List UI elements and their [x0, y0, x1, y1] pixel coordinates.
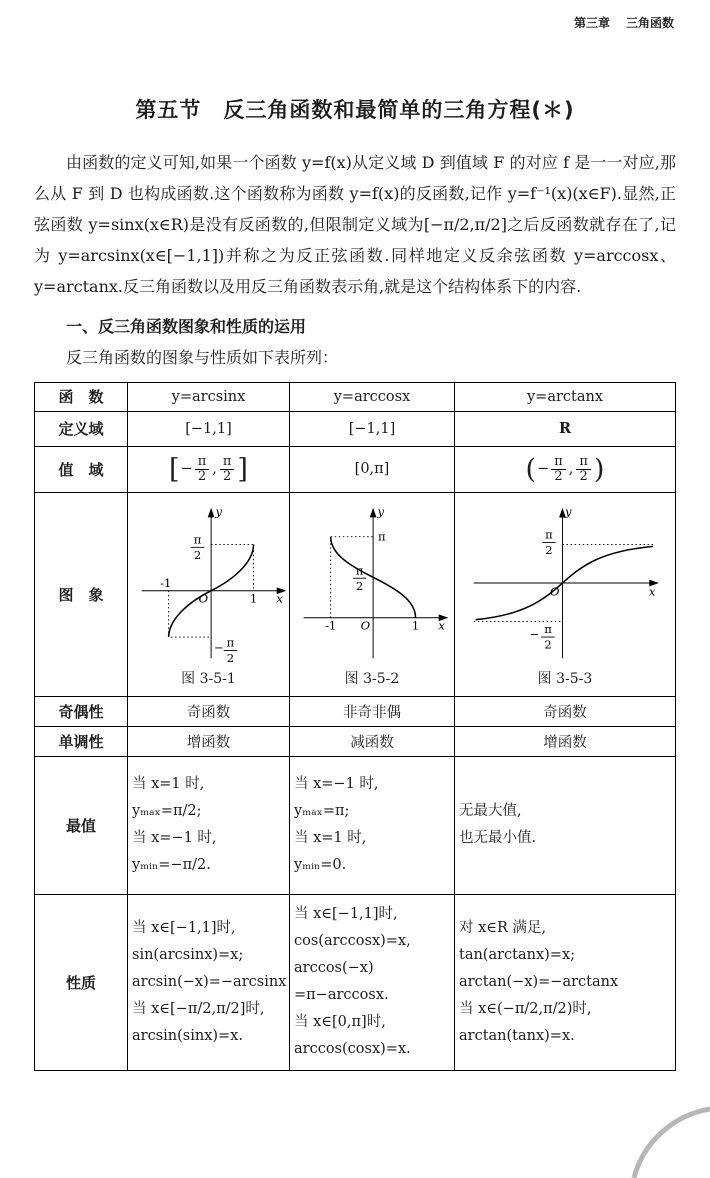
minus-sign: −: [180, 461, 193, 478]
graph-arctan-cell: [455, 492, 676, 696]
math-line: 当 x=1 时,: [294, 830, 367, 847]
row-label-extrema: 最值: [35, 756, 128, 894]
neg-pi-over-2-denominator: 2: [544, 637, 552, 652]
origin-label: O: [360, 618, 371, 633]
math-line: 当 x∈(−π/2,π/2)时,: [459, 1000, 592, 1017]
close-bracket: ]: [237, 453, 248, 485]
running-head-chapter: 第三章: [573, 16, 610, 30]
inverse-trig-table: [34, 382, 676, 1071]
page-title: 第五节 反三角函数和最简单的三角方程(＊): [135, 98, 575, 122]
pi-over-2-numerator: π: [355, 563, 364, 578]
subsection-heading: 一、反三角函数图象和性质的运用: [66, 317, 307, 337]
tick-minus-one: -1: [160, 576, 172, 591]
x-axis-label: x: [276, 591, 283, 606]
range-arctan: [455, 446, 676, 492]
row-label-parity: 奇偶性: [35, 696, 128, 726]
comma: ,: [568, 461, 574, 478]
intro-paragraph: 由函数的定义可知,如果一个函数 y=f(x)从定义域 D 到值域 F 的对应 f 是一一对应,那么从 F 到 D 也构成函数.这个函数称为函数 y=f(x)的反函数,记作 y=f⁻¹(x)(x∈F).显然,正弦函数 y=sinx(x∈R)是没有反函数的,但限制定义域为[−π/2,π/2]之后反函数就存在了,记为 y=arcsinx(x∈[−1,1])并称之为反正弦函数.同样地定义反余弦函数 y=arccosx、y=arctanx.反三角函数以及用反三角函数表示角,就是这个结构体系下的内容.: [34, 153, 676, 296]
math-line: 对 x∈R 满足,: [459, 919, 547, 936]
tick-one: 1: [411, 618, 420, 633]
row-graph: [35, 492, 676, 696]
close-paren: ): [593, 453, 605, 485]
monotonicity-arcsin: 增函数: [128, 726, 290, 756]
row-label-graph: 图 象: [35, 492, 128, 696]
row-label-monotonicity: 单调性: [35, 726, 128, 756]
pi-over-2-numerator: π: [545, 527, 553, 542]
neg-pi-over-2-denominator: 2: [226, 651, 235, 666]
graph-arcsin-cell: [128, 492, 290, 696]
graph-arccos-cell: [290, 492, 455, 696]
row-properties: [35, 894, 676, 1070]
math-line: cos(arccosx)=x,: [294, 933, 411, 950]
neg-pi-over-2-numerator: π: [226, 635, 235, 650]
row-function: [35, 382, 676, 411]
row-domain: [35, 411, 676, 446]
math-line: arctan(−x)=−arctanx: [459, 973, 619, 990]
parity-arctan: 奇函数: [455, 696, 676, 726]
running-head: [574, 14, 674, 31]
fraction-denominator: 2: [579, 468, 588, 484]
y-axis-label: y: [377, 504, 385, 519]
y-axis-label: y: [215, 504, 223, 519]
fraction-numerator: π: [576, 455, 591, 470]
math-line: arccos(cosx)=x.: [294, 1041, 411, 1058]
parity-arcsin: 奇函数: [128, 696, 290, 726]
function-arccos: y=arccosx: [290, 382, 455, 411]
page-curl: [630, 1106, 710, 1178]
math-line: 当 x∈[−1,1]时,: [132, 919, 236, 936]
math-line: arctan(tanx)=x.: [459, 1027, 575, 1044]
fraction: [220, 455, 235, 483]
parity-arccos: 非奇非偶: [290, 696, 455, 726]
math-line: 当 x=1 时,: [132, 776, 205, 793]
extrema-arccos: [290, 756, 455, 894]
fraction: [576, 455, 591, 483]
extrema-arctan: [455, 756, 676, 894]
fraction: [551, 455, 566, 483]
monotonicity-arccos: 减函数: [290, 726, 455, 756]
math-line: arcsin(−x)=−arcsinx: [132, 973, 287, 990]
row-extrema: [35, 756, 676, 894]
properties-arctan: [455, 894, 676, 1070]
math-line: yₘᵢₙ=−π/2.: [132, 857, 211, 874]
fraction: [195, 455, 210, 483]
table-intro: 反三角函数的图象与性质如下表所列：: [66, 348, 339, 368]
math-line: 也无最小值.: [459, 830, 537, 847]
properties-arcsin: [128, 894, 290, 1070]
arcsin-plot: [132, 502, 291, 666]
figure-caption: 图 3-5-3: [537, 671, 593, 688]
tick-one: 1: [249, 591, 258, 606]
row-label-domain: 定义域: [35, 411, 128, 446]
pi-label: π: [377, 529, 386, 544]
dotted-guide: [331, 537, 373, 618]
open-bracket: [: [169, 453, 180, 485]
arccos-plot: [294, 502, 453, 666]
monotonicity-arctan: 增函数: [455, 726, 676, 756]
math-line: 当 x∈[−π/2,π/2]时,: [132, 1000, 265, 1017]
fraction-numerator: π: [220, 455, 235, 470]
row-label-range: 值 域: [35, 446, 128, 492]
y-axis-arrow: [208, 508, 215, 518]
domain-arcsin: [−1,1]: [128, 411, 290, 446]
math-line: 当 x=−1 时,: [132, 830, 217, 847]
math-line: sin(arcsinx)=x;: [132, 946, 244, 963]
figure-caption: 图 3-5-2: [344, 671, 400, 688]
open-paren: (: [525, 453, 537, 485]
math-line: yₘₐₓ=π;: [294, 803, 350, 820]
y-axis-label: y: [565, 504, 572, 519]
minus-sign: −: [529, 627, 540, 642]
range-arcsin: [128, 446, 290, 492]
fraction-denominator: 2: [197, 468, 207, 484]
fraction-numerator: π: [195, 455, 210, 470]
minus-sign: −: [213, 640, 224, 655]
tick-minus-one: -1: [325, 618, 337, 633]
pi-over-2-numerator: π: [193, 532, 202, 547]
math-line: arcsin(sinx)=x.: [132, 1027, 243, 1044]
x-axis-label: x: [649, 584, 656, 599]
math-line: 当 x∈[−1,1]时,: [294, 906, 398, 923]
math-line: 当 x=−1 时,: [294, 776, 379, 793]
row-label-properties: 性质: [35, 894, 128, 1070]
fraction-denominator: 2: [223, 468, 232, 484]
figure-caption: 图 3-5-1: [181, 671, 236, 688]
origin-label: O: [198, 591, 209, 606]
minus-sign: −: [537, 461, 550, 478]
math-line: yₘₐₓ=π/2;: [132, 803, 202, 820]
domain-arctan: R: [455, 411, 676, 446]
math-line: yₘᵢₙ=0.: [294, 857, 347, 874]
range-arccos: [0,π]: [290, 446, 455, 492]
row-parity: [35, 696, 676, 726]
y-axis-arrow: [370, 508, 377, 518]
math-line: =π−arccosx.: [294, 987, 389, 1004]
page-curl-arc: [634, 1109, 710, 1178]
neg-pi-over-2-numerator: π: [544, 622, 552, 637]
row-label-function: 函 数: [35, 382, 128, 411]
row-monotonicity: [35, 726, 676, 756]
math-line: 当 x∈[0,π]时,: [294, 1014, 386, 1031]
math-line: tan(arctanx)=x;: [459, 946, 576, 963]
math-line: arccos(−x): [294, 960, 374, 977]
fraction-numerator: π: [551, 455, 566, 470]
fraction-denominator: 2: [554, 468, 563, 484]
function-arctan: y=arctanx: [455, 382, 676, 411]
x-axis-label: x: [438, 618, 445, 633]
pi-over-2-denominator: 2: [545, 543, 553, 558]
dotted-guide-top: [211, 545, 253, 591]
function-arcsin: y=arcsinx: [128, 382, 290, 411]
comma: ,: [212, 461, 217, 478]
pi-over-2-denominator: 2: [193, 548, 202, 563]
math-line: 无最大值,: [459, 803, 522, 820]
extrema-arcsin: [128, 756, 290, 894]
properties-arccos: [290, 894, 455, 1070]
domain-arccos: [−1,1]: [290, 411, 455, 446]
arctan-plot: [466, 502, 664, 666]
running-head-title: 三角函数: [625, 16, 674, 30]
row-range: [35, 446, 676, 492]
pi-over-2-denominator: 2: [355, 579, 364, 594]
origin-label: O: [550, 584, 560, 599]
